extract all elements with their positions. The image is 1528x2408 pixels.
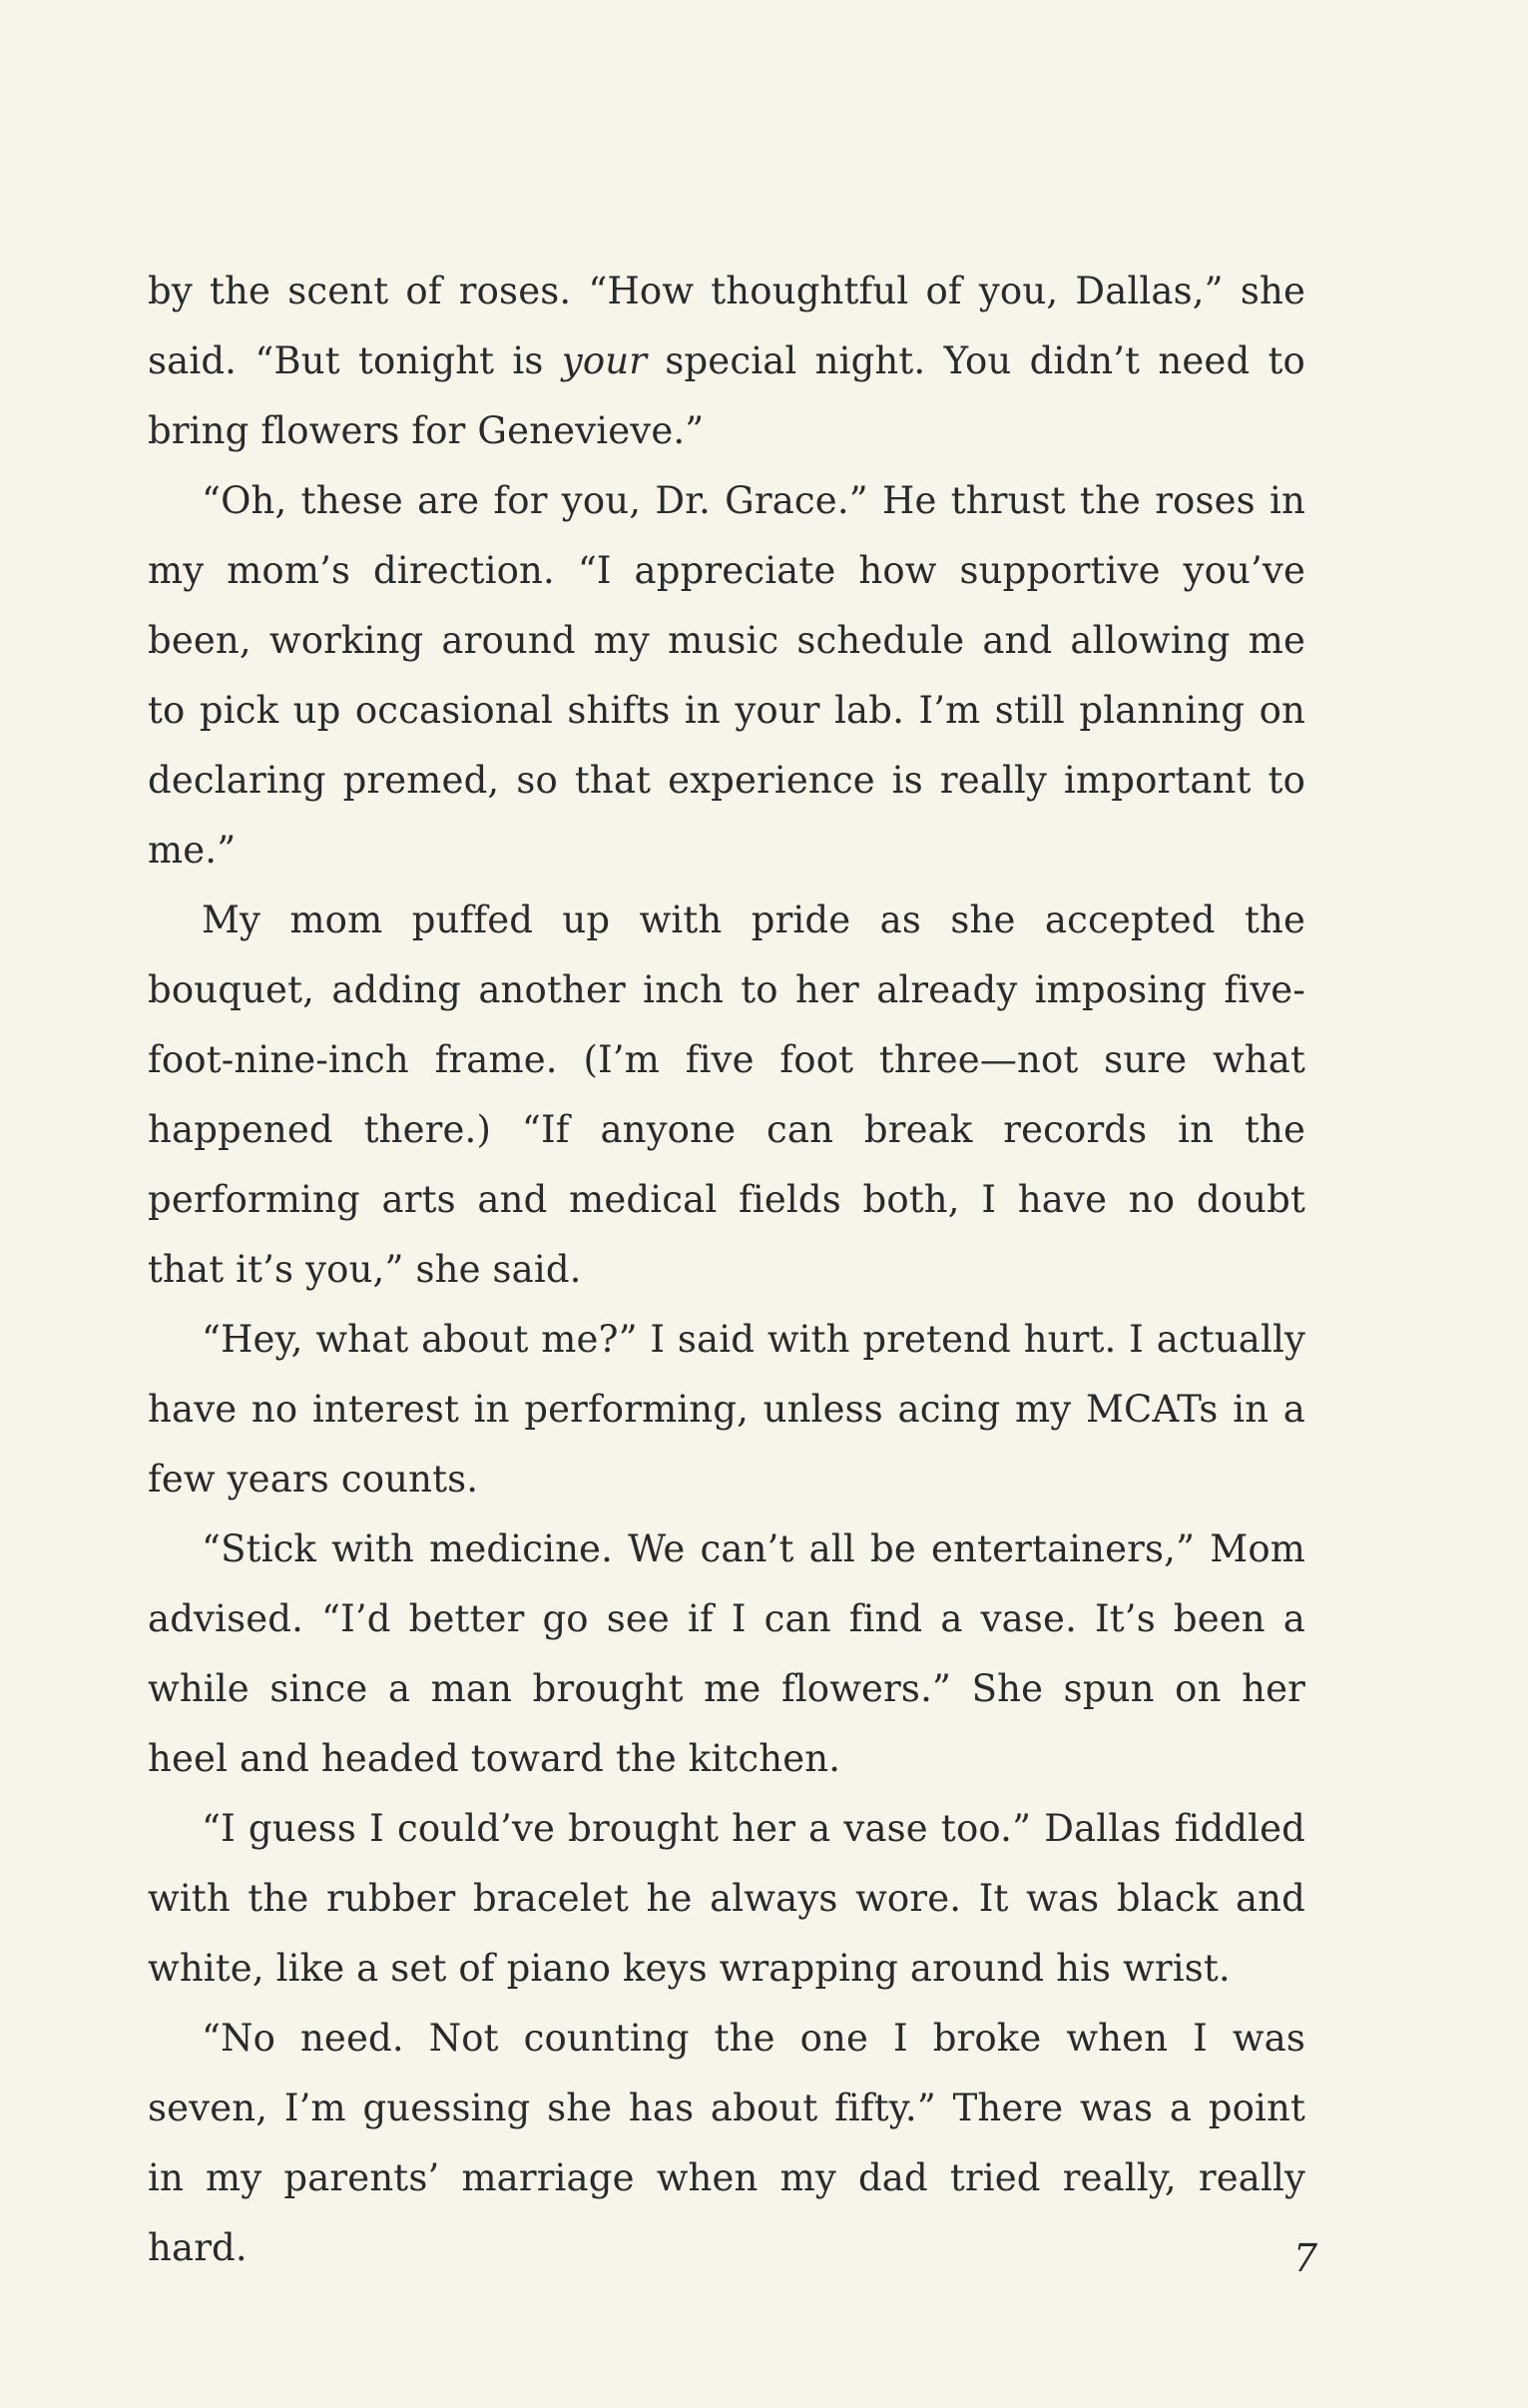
paragraph-3: My mom puffed up with pride as she accepted the bouquet, adding another inch to her already imposing five-foot-nine-inch frame. (I’m five foot three—not sure what happened there.) “If anyone can break records in the performing arts and medical fields both, I have no doubt that it’s you,” she said. bbox=[148, 899, 1305, 1291]
paragraph-7: “No need. Not counting the one I broke when I was seven, I’m guessing she has about fifty.” There was a point in my parents’ marriage when my dad tried really, really hard. bbox=[148, 2017, 1305, 2269]
body-text bbox=[148, 257, 1305, 2283]
paragraph-4: “Hey, what about me?” I said with pretend hurt. I actually have no interest in performing, unless acing my MCATs in a few years counts. bbox=[148, 1318, 1305, 1501]
paragraph-1-text-start: by the scent of roses. “How thoughtful of you, Dallas,” she said. “But tonight is bbox=[148, 270, 1305, 382]
paragraph-2: “Oh, these are for you, Dr. Grace.” He thrust the roses in my mom’s direction. “I appreciate how supportive you’ve been, working around my music schedule and allowing me to pick up occasional shifts in your lab. I’m still planning on declaring premed, so that experience is really important to me.” bbox=[148, 479, 1305, 872]
paragraph-5: “Stick with medicine. We can’t all be entertainers,” Mom advised. “I’d better go see if I can find a vase. It’s been a while since a man brought me flowers.” She spun on her heel and headed toward the kitchen. bbox=[148, 1527, 1305, 1780]
paragraph-1-text-end: special night. You didn’t need to bring flowers for Genevieve.” bbox=[148, 339, 1305, 452]
paragraph-6: “I guess I could’ve brought her a vase too.” Dallas fiddled with the rubber bracelet he always wore. It was black and white, like a set of piano keys wrapping around his wrist. bbox=[148, 1807, 1305, 1990]
page-number: 7 bbox=[1292, 2236, 1317, 2280]
emphasized-word: your bbox=[561, 339, 648, 382]
paragraph-1 bbox=[148, 257, 1305, 466]
